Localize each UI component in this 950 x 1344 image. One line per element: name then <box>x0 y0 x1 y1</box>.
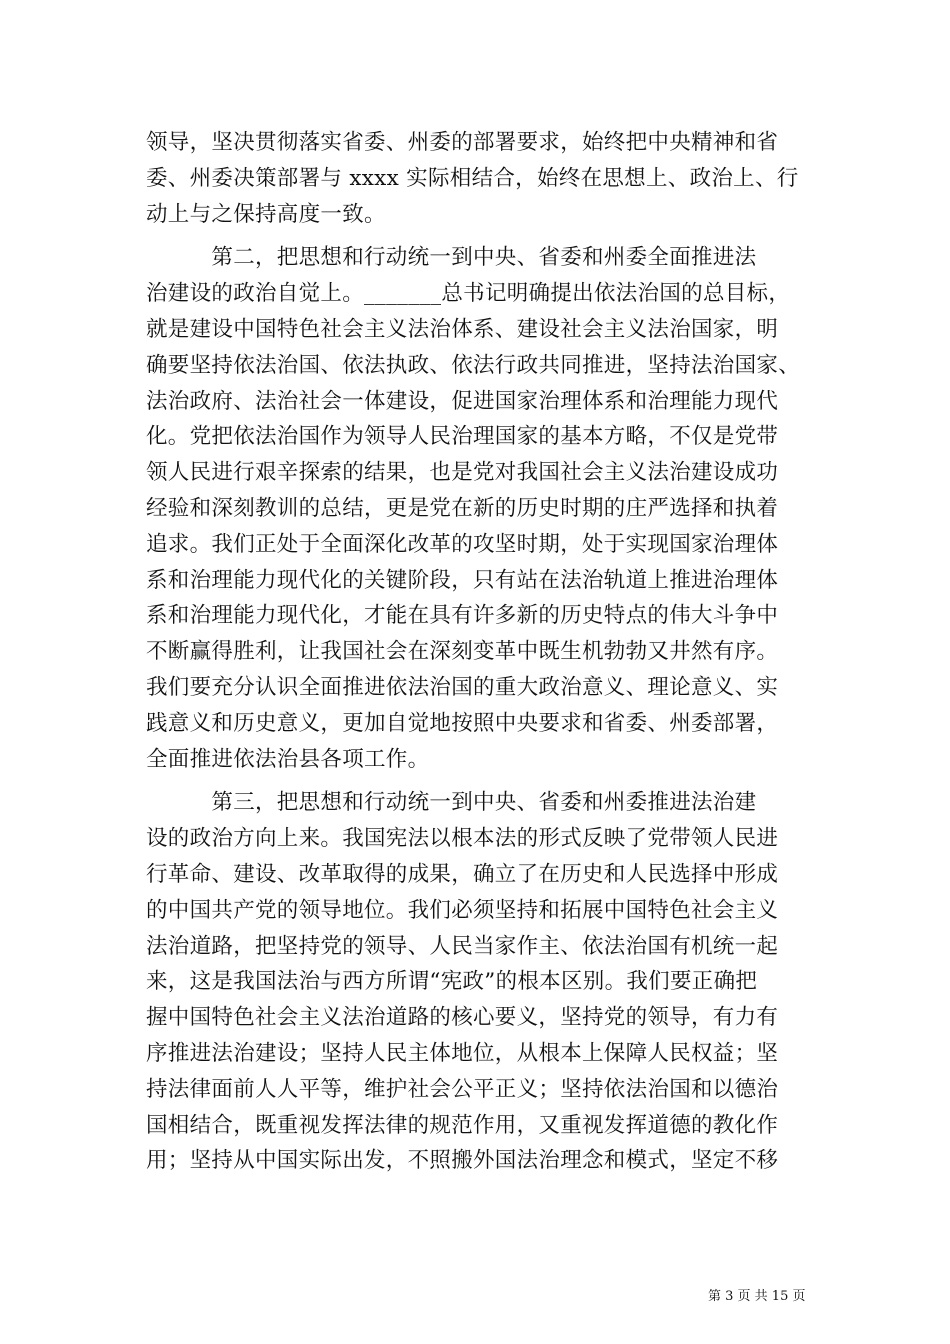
text-line: 国相结合，既重视发挥法律的规范作用，又重视发挥道德的教化作 <box>146 1112 779 1138</box>
text-line: 我们要充分认识全面推进依法治国的重大政治意义、理论意义、实 <box>146 675 779 700</box>
text-line: 用；坚持从中国实际出发，不照搬外国法治理念和模式，坚定不移 <box>146 1148 779 1174</box>
text-line: 的中国共产党的领导地位。我们必须坚持和拓展中国特色社会主义 <box>146 897 779 923</box>
text-line: 第二，把思想和行动统一到中央、省委和州委全面推进法 <box>146 245 757 271</box>
text-line: 设的政治方向上来。我国宪法以根本法的形式反映了党带领人民进 <box>146 826 779 852</box>
text-line: 来，这是我国法治与西方所谓“宪政”的根本区别。我们要正确把 <box>146 969 758 995</box>
text-line: 第三，把思想和行动统一到中央、省委和州委推进法治建 <box>146 790 757 816</box>
text-line: 领导，坚决贯彻落实省委、州委的部署要求，始终把中央精神和省 <box>146 130 779 155</box>
text-line: 践意义和历史意义，更加自觉地按照中央要求和省委、州委部署， <box>146 710 779 736</box>
text-line: 法治政府、法治社会一体建设，促进国家治理体系和治理能力现代 <box>146 388 779 414</box>
text-line: 序推进法治建设；坚持人民主体地位，从根本上保障人民权益；坚 <box>146 1041 779 1066</box>
text-line: 系和治理能力现代化，才能在具有许多新的历史特点的伟大斗争中 <box>146 603 779 629</box>
text-line: 追求。我们正处于全面深化改革的攻坚时期，处于实现国家治理体 <box>146 531 779 557</box>
text-line: 化。党把依法治国作为领导人民治理国家的基本方略，不仅是党带 <box>146 424 779 450</box>
text-line: 不断赢得胜利，让我国社会在深刻变革中既生机勃勃又井然有序。 <box>146 639 779 665</box>
text-line: 握中国特色社会主义法治道路的核心要义，坚持党的领导，有力有 <box>146 1005 779 1031</box>
text-line: 全面推进依法治县各项工作。 <box>146 746 430 772</box>
text-line: 确要坚持依法治国、依法执政、依法行政共同推进，坚持法治国家、 <box>146 352 801 378</box>
text-line: 持法律面前人人平等，维护社会公平正义；坚持依法治国和以德治 <box>146 1076 779 1102</box>
text-line: 系和治理能力现代化的关键阶段，只有站在法治轨道上推进治理体 <box>146 567 779 593</box>
text-line: 治建设的政治自觉上。_______总书记明确提出依法治国的总目标， <box>146 281 791 307</box>
text-line: 经验和深刻教训的总结，更是党在新的历史时期的庄严选择和执着 <box>146 496 779 521</box>
text-line: 领人民进行艰辛探索的结果，也是党对我国社会主义法治建设成功 <box>146 460 779 486</box>
text-line: 就是建设中国特色社会主义法治体系、建设社会主义法治国家，明 <box>146 317 779 342</box>
text-line: 法治道路，把坚持党的领导、人民当家作主、依法治国有机统一起 <box>146 933 779 959</box>
text-line: 委、州委决策部署与 xxxx 实际相结合，始终在思想上、政治上、行 <box>146 165 799 191</box>
text-line: 行革命、建设、改革取得的成果，确立了在历史和人民选择中形成 <box>146 862 779 887</box>
text-line: 动上与之保持高度一致。 <box>146 201 386 227</box>
page-number-footer: 第 3 页 共 15 页 <box>708 1289 806 1304</box>
